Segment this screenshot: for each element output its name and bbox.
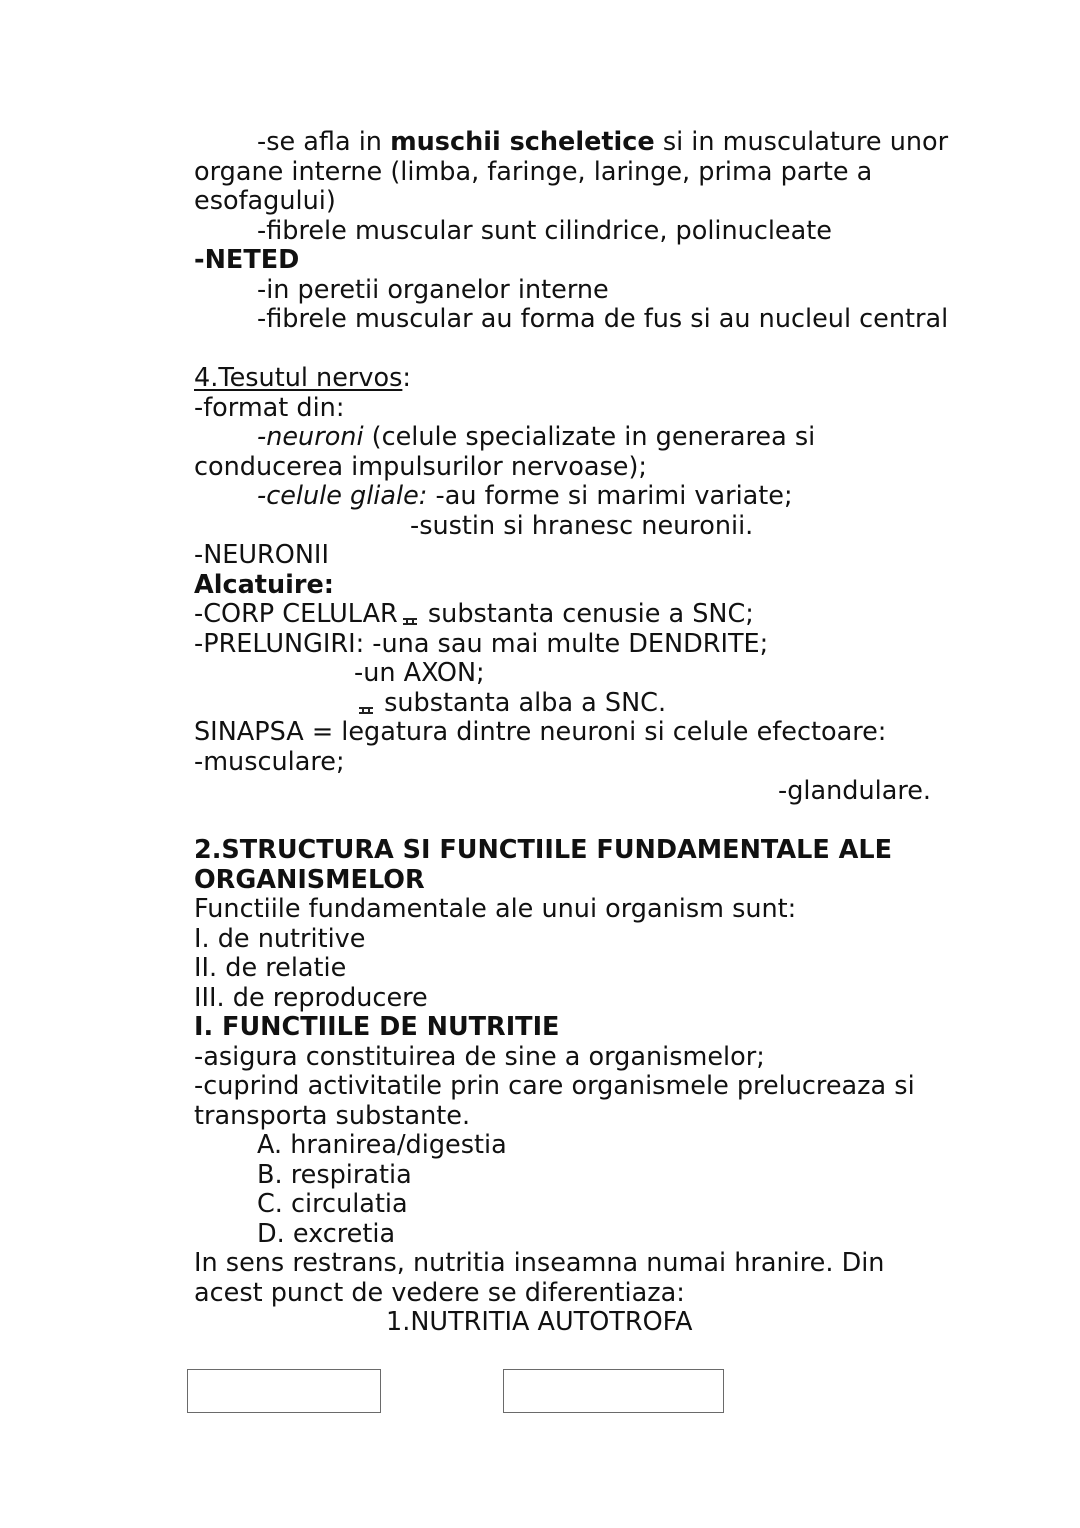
bold-term: muschii scheletice	[390, 127, 655, 157]
text-span: si in musculature unor	[654, 127, 949, 157]
list-item: C. circulatia	[257, 1189, 408, 1219]
text-line	[194, 128, 974, 158]
section-heading-nervous	[194, 364, 974, 394]
text-line	[194, 482, 974, 512]
italic-term: -neuroni	[257, 422, 364, 452]
text-line	[194, 600, 974, 630]
text-span: substanta alba a SNC.	[376, 687, 667, 718]
text-line: -fibrele muscular sunt cilindrice, polinucleate	[257, 215, 832, 246]
text-line: organe interne (limba, faringe, laringe, prima parte a	[194, 156, 873, 187]
text-line: -asigura constituirea de sine a organismelor;	[194, 1041, 765, 1072]
list-item: I. de nutritive	[194, 923, 366, 954]
text-line: conducerea impulsurilor nervoase);	[194, 451, 647, 482]
list-item: D. excretia	[257, 1218, 396, 1249]
text-line: -sustin si hranesc neuronii.	[410, 510, 754, 541]
text-line: -fibrele muscular au forma de fus si au nucleul central	[257, 304, 949, 334]
subheading-neted: -NETED	[194, 245, 300, 275]
empty-box-left	[187, 1369, 381, 1413]
list-item: A. hranirea/digestia	[257, 1130, 507, 1160]
text-line: SINAPSA = legatura dintre neuroni si celule efectoare:	[194, 717, 887, 747]
text-line: -glandulare.	[778, 776, 932, 806]
spacer	[194, 335, 974, 365]
text-line: -musculare;	[194, 746, 345, 777]
text-span: -CORP CELULAR	[194, 599, 398, 629]
text-line	[194, 423, 974, 453]
subheading-alcatuire: Alcatuire:	[194, 569, 334, 600]
text-span: (celule specializate in generarea si	[363, 422, 816, 452]
text-line: -un AXON;	[354, 658, 485, 688]
text-span: :	[402, 363, 411, 393]
list-item: B. respiratia	[257, 1159, 412, 1190]
text-span: substanta cenusie a SNC;	[419, 599, 754, 629]
italic-term: -celule gliale:	[257, 481, 428, 511]
text-line: -cuprind activitatile prin care organismele prelucreaza si	[194, 1071, 915, 1101]
text-line: esofagului)	[194, 186, 336, 216]
empty-box-right	[503, 1369, 724, 1413]
centered-heading: 1.NUTRITIA AUTOTROFA	[386, 1307, 693, 1337]
text-line: -in peretii organelor interne	[257, 274, 609, 305]
text-span: -se afla in	[257, 127, 391, 157]
implies-arrow-icon	[402, 616, 418, 626]
section-title-line: ORGANISMELOR	[194, 864, 425, 895]
text-line: -NEURONII	[194, 540, 329, 570]
text-line: transporta substante.	[194, 1100, 471, 1131]
spacer	[194, 807, 974, 837]
underlined-heading: 4.Tesutul nervos	[194, 363, 403, 393]
section-title-line: 2.STRUCTURA SI FUNCTIILE FUNDAMENTALE ALE	[194, 835, 893, 865]
text-line: -PRELUNGIRI: -una sau mai multe DENDRITE;	[194, 628, 769, 659]
text-line: acest punct de vedere se diferentiaza:	[194, 1277, 685, 1308]
implies-arrow-icon	[358, 705, 374, 715]
list-item: II. de relatie	[194, 953, 347, 983]
document-page	[194, 128, 974, 1338]
text-span: -au forme si marimi variate;	[427, 481, 793, 511]
text-line: Functiile fundamentale ale unui organism sunt:	[194, 894, 797, 924]
text-line	[194, 689, 974, 719]
text-line: -format din:	[194, 392, 345, 423]
text-line: In sens restrans, nutritia inseamna numai hranire. Din	[194, 1248, 885, 1278]
list-item: III. de reproducere	[194, 982, 428, 1013]
subheading-nutritie: I. FUNCTIILE DE NUTRITIE	[194, 1012, 560, 1042]
